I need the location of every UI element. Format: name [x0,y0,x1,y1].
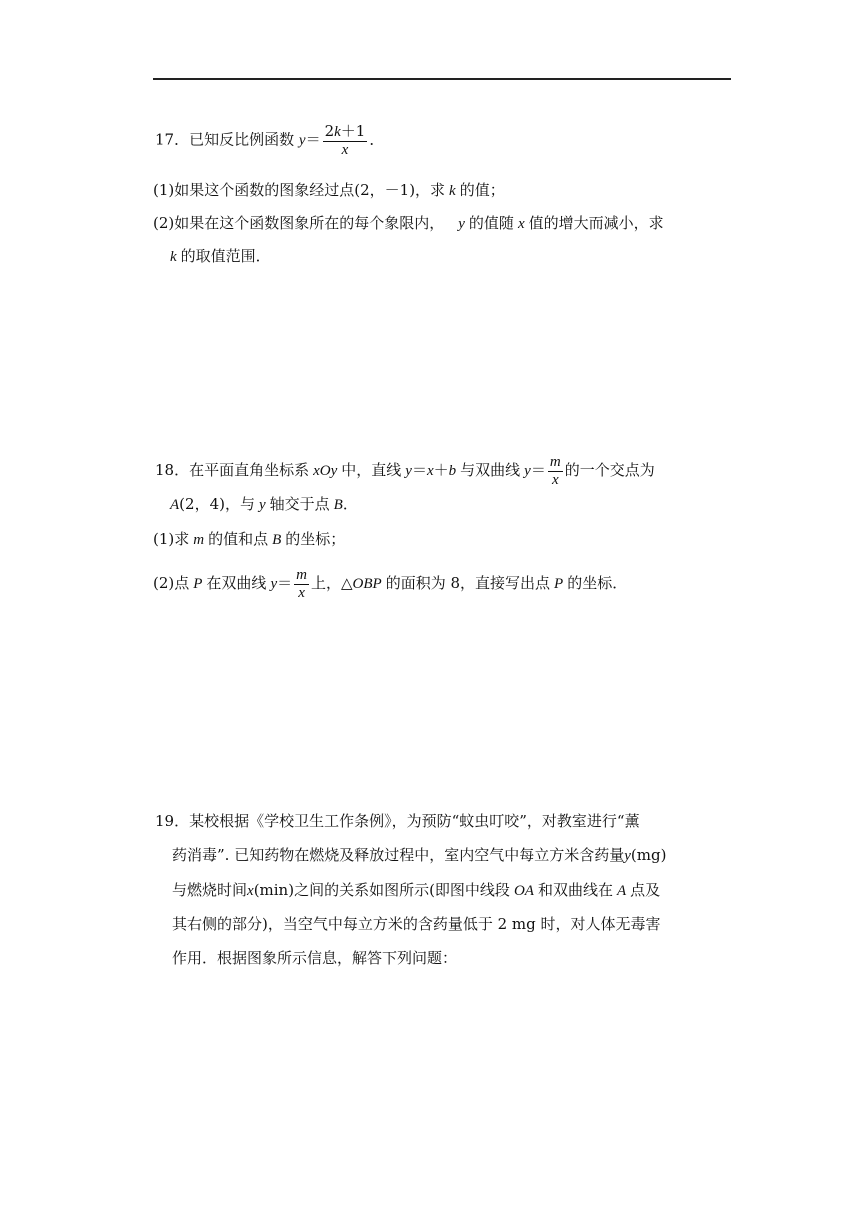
q18-part1: (1)求 m 的值和点 B 的坐标； [153,530,346,548]
q19-line2: 药消毒”. 已知药物在燃烧及释放过程中，室内空气中每立方米含药量y(mg) [172,846,667,864]
q17-stem: 17．已知反比例函数 y＝ $\frac{2k+1}{x}$ ． [155,122,385,158]
q17-part1: (1)如果这个函数的图象经过点(2，－1)，求 k 的值； [153,181,505,199]
header-rule [153,78,731,80]
q18-number: 18． [155,461,190,479]
q17-part2-line1: (2)如果在这个函数图象所在的每个象限内， y 的值随 x 值的增大而减小，求 [153,214,664,232]
q19-number: 19． [155,812,190,830]
q19-line3: 与燃烧时间x(min)之间的关系如图所示(即图中线段 OA 和双曲线在 A 点及 [172,881,661,899]
q19-line5: 作用．根据图象所示信息，解答下列问题： [172,949,458,967]
q17-part2-line2: k 的取值范围． [170,247,271,265]
q18-part2: (2)点 P 在双曲线 y＝ $\frac{m}{x}$ 上，△OBP 的面积为 8，直接写出点 P 的坐标． [153,567,628,601]
q19-line1: 19．某校根据《学校卫生工作条例》，为预防“蚊虫叮咬”，对教室进行“薰 [155,812,640,830]
q17-fraction: $\frac{2k+1}{x}$ [324,122,366,158]
q18-stem-line2: A(2，4)，与 y 轴交于点 B． [170,495,358,513]
q18-stem-line1: 18．在平面直角坐标系 xOy 中，直线 y＝x＋b 与双曲线 y＝ $\frac{m}{x}$ 的一个交点为 [155,454,655,488]
q19-line4: 其右侧的部分)，当空气中每立方米的含药量低于 2 mg 时，对人体无毒害 [172,915,661,933]
q18-part2-fraction: $\frac{m}{x}$ [296,567,307,601]
q17-number: 17． [155,130,190,149]
q18-fraction: $\frac{m}{x}$ [549,454,561,488]
